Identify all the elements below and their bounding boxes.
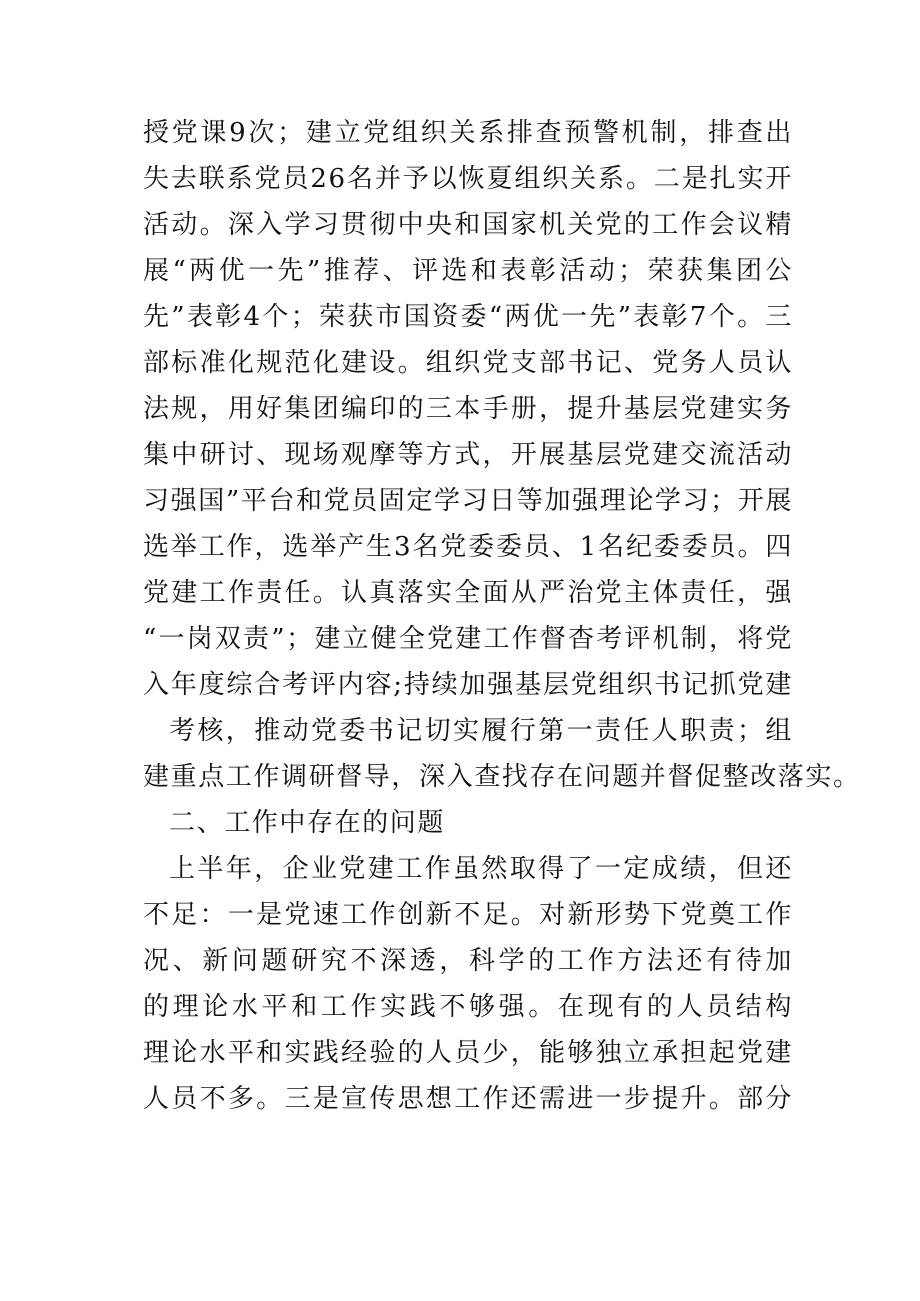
paragraph-line: 党建工作责任。认真落实全面从严治党主体责任，强 (143, 578, 793, 608)
paragraph-line: 失去联系党员26名并予以恢夏组织关系。二是扎实开 (143, 164, 793, 194)
paragraph-line: 习强国”平台和党员固定学习日等加强理论学习；开展 (143, 486, 793, 516)
paragraph-line: 先”表彰4个；荣获市国资委“两优一先”表彰7个。三 (143, 302, 793, 332)
paragraph-line: 法规，用好集团编印的三本手册，提升基层党建实务 (143, 394, 793, 424)
paragraph-line: 活动。深入学习贯彻中央和国家机关党的工作会议精 (143, 210, 793, 240)
paragraph-line: 部标准化规范化建设。组织党支部书记、党务人员认 (143, 348, 793, 378)
paragraph-line-last: 建重点工作调研督导，深入查找存在问题并督促整改落实。 (143, 762, 861, 792)
paragraph-line: 入年度综合考评内容;持续加强基层党组织书记抓党建 (143, 670, 793, 700)
paragraph-line: 况、新问题研究不深透，科学的工作方法还有待加 (143, 946, 793, 976)
document-body (143, 110, 861, 1122)
paragraph-line: 选举工作，选举产生3名党委委员、1名纪委委员。四 (143, 532, 793, 562)
paragraph-line: 展“两优一先”推荐、评选和表彰活动；荣获集团公 (143, 256, 793, 286)
paragraph-line: 的理论水平和工作实践不够强。在现有的人员结构 (143, 992, 793, 1022)
paragraph-line: 授党课9次；建立党组织关系排查预警机制，排查出 (143, 118, 793, 148)
paragraph-line: “一岗双责”；建立健全党建工作督杳考评机制，将党 (143, 624, 793, 654)
section-heading: 二、工作中存在的问题 (169, 808, 446, 838)
paragraph-line: 不足：一是党速工作创新不足。对新形势下党奠工作 (143, 900, 793, 930)
paragraph-first-line: 上半年，企业党建工作虽然取得了一定成绩，但还 (169, 854, 793, 884)
paragraph-line: 考核，推动党委书记切实履行第一责任人职责；组 (169, 716, 793, 746)
paragraph-line: 集中研讨、现场观摩等方式，开展基层党建交流活动 (143, 440, 793, 470)
paragraph-line: 理论水平和实践经验的人员少，能够独立承担起党建 (143, 1038, 793, 1068)
paragraph-line: 人员不多。三是宣传思想工作还需进一步提升。部分 (143, 1084, 793, 1114)
